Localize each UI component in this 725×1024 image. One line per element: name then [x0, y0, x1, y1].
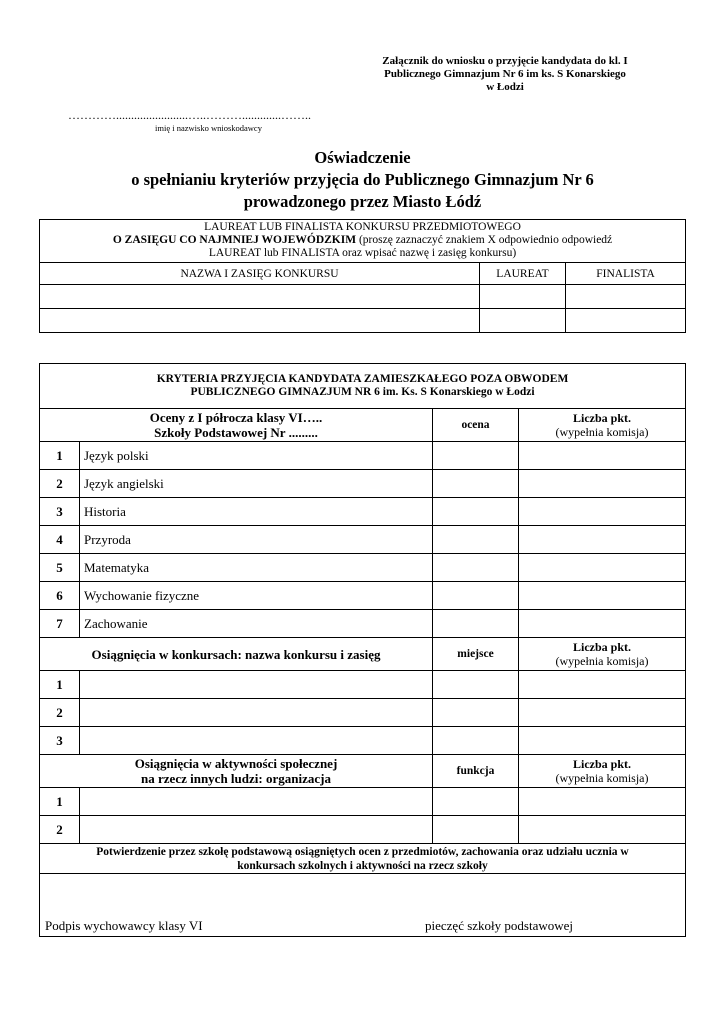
subject-name: Historia	[80, 498, 433, 526]
function-column-header: funkcja	[433, 755, 519, 788]
table-row	[40, 526, 686, 554]
row-number: 1	[40, 671, 80, 699]
teacher-signature-label: Podpis wychowawcy klasy VI	[45, 918, 203, 933]
social-title-line-1: Osiągnięcia w aktywności społecznej	[134, 756, 338, 771]
points-column-header	[519, 755, 686, 788]
laureate-header-rest: (proszę zaznaczyć znakiem X odpowiednio odpowiedź	[356, 234, 613, 246]
row-number: 6	[40, 582, 80, 610]
row-number: 2	[40, 699, 80, 727]
grade-cell[interactable]	[433, 554, 519, 582]
points-cell[interactable]	[519, 699, 686, 727]
grade-cell[interactable]	[433, 610, 519, 638]
points-cell[interactable]	[519, 498, 686, 526]
grade-column-header: ocena	[433, 409, 519, 442]
function-cell[interactable]	[433, 816, 519, 844]
document-title	[40, 147, 685, 213]
laureate-table-header	[40, 220, 686, 263]
contest-cell[interactable]	[80, 671, 433, 699]
table-row	[40, 285, 686, 309]
annex-line-3: w Łodzi	[486, 81, 524, 93]
laureate-header-line-1: LAUREAT LUB FINALISTA KONKURSU PRZEDMIOTOWEGO	[204, 221, 521, 233]
points-cell[interactable]	[519, 727, 686, 755]
annex-line-1: Załącznik do wniosku o przyjęcie kandydata do kl. I	[382, 55, 628, 67]
social-title-line-2: na rzecz innych ludzi: organizacja	[141, 771, 331, 786]
points-cell[interactable]	[519, 610, 686, 638]
criteria-header-line-2: PUBLICZNEGO GIMNAZJUM NR 6 im. Ks. S Konarskiego w Łodzi	[190, 386, 535, 398]
laureate-header-line-2	[44, 234, 681, 247]
points-cell[interactable]	[519, 554, 686, 582]
grades-title-line-1: Oceny z I półrocza klasy VI…..	[149, 410, 323, 425]
contests-section-title: Osiągnięcia w konkursach: nazwa konkursu i zasięg	[40, 638, 433, 671]
row-number: 3	[40, 498, 80, 526]
function-cell[interactable]	[433, 788, 519, 816]
finalist-cell[interactable]	[566, 309, 686, 333]
column-laureate: LAUREAT	[480, 263, 566, 285]
table-row	[40, 498, 686, 526]
points-label: Liczba pkt.	[572, 640, 631, 654]
subject-name: Język polski	[80, 442, 433, 470]
table-row	[40, 671, 686, 699]
laureate-cell[interactable]	[480, 285, 566, 309]
grades-title-line-2: Szkoły Podstawowej Nr .........	[154, 425, 318, 440]
row-number: 7	[40, 610, 80, 638]
points-note: (wypełnia komisja)	[555, 654, 649, 668]
title-line-1: Oświadczenie	[314, 148, 411, 167]
table-row	[40, 309, 686, 333]
points-cell[interactable]	[519, 470, 686, 498]
points-note: (wypełnia komisja)	[555, 771, 649, 785]
criteria-header-line-1: KRYTERIA PRZYJĘCIA KANDYDATA ZAMIESZKAŁEGO POZA OBWODEM	[156, 373, 569, 385]
points-label: Liczba pkt.	[572, 411, 631, 425]
points-cell[interactable]	[519, 671, 686, 699]
points-cell[interactable]	[519, 816, 686, 844]
row-number: 3	[40, 727, 80, 755]
subject-name: Przyroda	[80, 526, 433, 554]
points-cell[interactable]	[519, 526, 686, 554]
place-column-header: miejsce	[433, 638, 519, 671]
column-contest-name: NAZWA I ZASIĘG KONKURSU	[40, 263, 480, 285]
subject-name: Zachowanie	[80, 610, 433, 638]
points-cell[interactable]	[519, 788, 686, 816]
grade-cell[interactable]	[433, 498, 519, 526]
row-number: 4	[40, 526, 80, 554]
confirmation-line-2: konkursach szkolnych i aktywności na rzecz szkoły	[237, 859, 488, 872]
table-row	[40, 582, 686, 610]
points-column-header	[519, 638, 686, 671]
confirmation-line-1: Potwierdzenie przez szkołę podstawową osiągniętych ocen z przedmiotów, zachowania oraz udziału ucznia w	[96, 845, 629, 858]
laureate-cell[interactable]	[480, 309, 566, 333]
organization-cell[interactable]	[80, 788, 433, 816]
laureate-header-bold: O ZASIĘGU CO NAJMNIEJ WOJEWÓDZKIM	[112, 234, 357, 246]
title-line-3: prowadzonego przez Miasto Łódź	[243, 192, 482, 211]
contest-name-cell[interactable]	[40, 285, 480, 309]
points-cell[interactable]	[519, 582, 686, 610]
title-line-2: o spełnianiu kryteriów przyjęcia do Publicznego Gimnazjum Nr 6	[131, 170, 594, 189]
applicant-name-field[interactable]: …………........................…..……….............……..	[68, 108, 311, 122]
row-number: 2	[40, 470, 80, 498]
criteria-table	[39, 363, 686, 937]
row-number: 2	[40, 816, 80, 844]
finalist-cell[interactable]	[566, 285, 686, 309]
table-row	[40, 699, 686, 727]
subject-name: Język angielski	[80, 470, 433, 498]
applicant-name-caption: imię i nazwisko wnioskodawcy	[155, 123, 262, 133]
points-column-header	[519, 409, 686, 442]
place-cell[interactable]	[433, 727, 519, 755]
table-row	[40, 470, 686, 498]
contest-cell[interactable]	[80, 727, 433, 755]
subject-name: Matematyka	[80, 554, 433, 582]
social-section-title	[40, 755, 433, 788]
row-number: 1	[40, 442, 80, 470]
points-label: Liczba pkt.	[572, 757, 631, 771]
place-cell[interactable]	[433, 699, 519, 727]
points-cell[interactable]	[519, 442, 686, 470]
grade-cell[interactable]	[433, 526, 519, 554]
contest-name-cell[interactable]	[40, 309, 480, 333]
criteria-table-header	[40, 364, 686, 409]
annex-line-2: Publicznego Gimnazjum Nr 6 im ks. S Konarskiego	[384, 68, 626, 80]
grades-section-title	[40, 409, 433, 442]
annex-note	[345, 55, 665, 94]
organization-cell[interactable]	[80, 816, 433, 844]
row-number: 5	[40, 554, 80, 582]
row-number: 1	[40, 788, 80, 816]
table-row	[40, 816, 686, 844]
confirmation-text	[40, 844, 686, 874]
points-note: (wypełnia komisja)	[555, 425, 649, 439]
school-stamp-label: pieczęć szkoły podstawowej	[425, 918, 574, 933]
table-row	[40, 554, 686, 582]
contest-cell[interactable]	[80, 699, 433, 727]
table-row	[40, 442, 686, 470]
signature-area[interactable]	[40, 874, 686, 937]
grade-cell[interactable]	[433, 582, 519, 610]
table-row	[40, 788, 686, 816]
subject-name: Wychowanie fizyczne	[80, 582, 433, 610]
place-cell[interactable]	[433, 671, 519, 699]
grade-cell[interactable]	[433, 442, 519, 470]
table-row	[40, 610, 686, 638]
grade-cell[interactable]	[433, 470, 519, 498]
laureate-table	[39, 219, 686, 333]
column-finalist: FINALISTA	[566, 263, 686, 285]
laureate-header-line-3: LAUREAT lub FINALISTA oraz wpisać nazwę i zasięg konkursu)	[208, 247, 517, 259]
table-row	[40, 727, 686, 755]
